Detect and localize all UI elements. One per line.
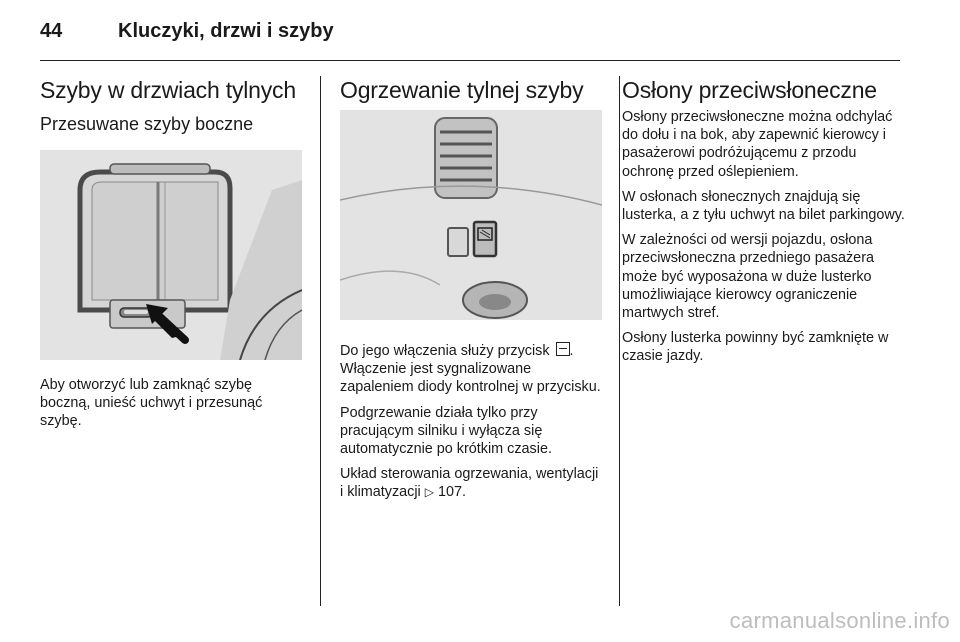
watermark: carmanualsonline.info (729, 608, 950, 633)
heater-button-text: Do jego włączenia służy przycisk (340, 343, 550, 359)
sun-visor-paragraph-4: Osłony lusterka powinny być zamknięte w czasie jazdy. (622, 330, 889, 365)
heater-paragraph-1: Do jego włączenia służy przycisk . Włączenie jest sygnalizowane zapaleniem diody kontrolnej w przycisku. (340, 343, 601, 396)
sun-visor-paragraph-3: W zależności od wersji pojazdu, osłona przeciwsłoneczna przedniego pasażera może być wyposażona w duże lusterko umożliwiające kierowcy ograniczenie martwych stref. (622, 232, 874, 322)
column-sun-visors (622, 76, 906, 373)
page-reference-arrow-icon: ▷ (424, 485, 434, 500)
chapter-title: Kluczyki, drzwi i szyby (118, 20, 334, 42)
column-rear-window-heating (340, 76, 604, 509)
heater-indicator-text: Włączenie jest sygnalizowane zapaleniem diody kontrolnej w przycisku. (340, 361, 601, 396)
section-title-sun-visors: Osłony przeciwsłoneczne (622, 77, 877, 103)
column-rear-door-windows (40, 76, 304, 438)
column-divider-left (320, 76, 321, 606)
section-title-rear-window-heating: Ogrzewanie tylnej szyby (340, 77, 584, 103)
page-number: 44 (40, 20, 63, 42)
heater-paragraph-2: Podgrzewanie działa tylko przy pracującym silniku i wyłącza się automatycznie po krótkim czasie. (340, 404, 552, 458)
sliding-window-illustration (40, 150, 302, 360)
section-title-rear-door-windows: Szyby w drzwiach tylnych (40, 77, 296, 103)
header-rule (40, 60, 900, 61)
sun-visor-paragraph-1: Osłony przeciwsłoneczne można odchylać do dołu i na bok, aby zapewnić kierowcy i pasażerowi podróżującemu z przodu ochronę przed oślepieniem. (622, 109, 893, 180)
sliding-window-instructions: Aby otworzyć lub zamknąć szybę boczną, unieść uchwyt i przesunąć szybę. (40, 377, 263, 430)
subsection-title-sliding-windows: Przesuwane szyby boczne (40, 114, 254, 134)
heater-button-illustration (340, 110, 602, 320)
climate-control-reference-text: Układ sterowania ogrzewania, wentylacji i klimatyzacji (340, 466, 599, 501)
heater-paragraph-3 (340, 465, 604, 501)
rear-window-heater-icon (556, 342, 570, 356)
sun-visor-paragraph-2: W osłonach słonecznych znajdują się lusterka, a z tyłu uchwyt na bilet parkingowy. (622, 188, 905, 224)
column-divider-right (619, 76, 620, 606)
climate-control-page-ref[interactable]: 107. (438, 484, 467, 501)
